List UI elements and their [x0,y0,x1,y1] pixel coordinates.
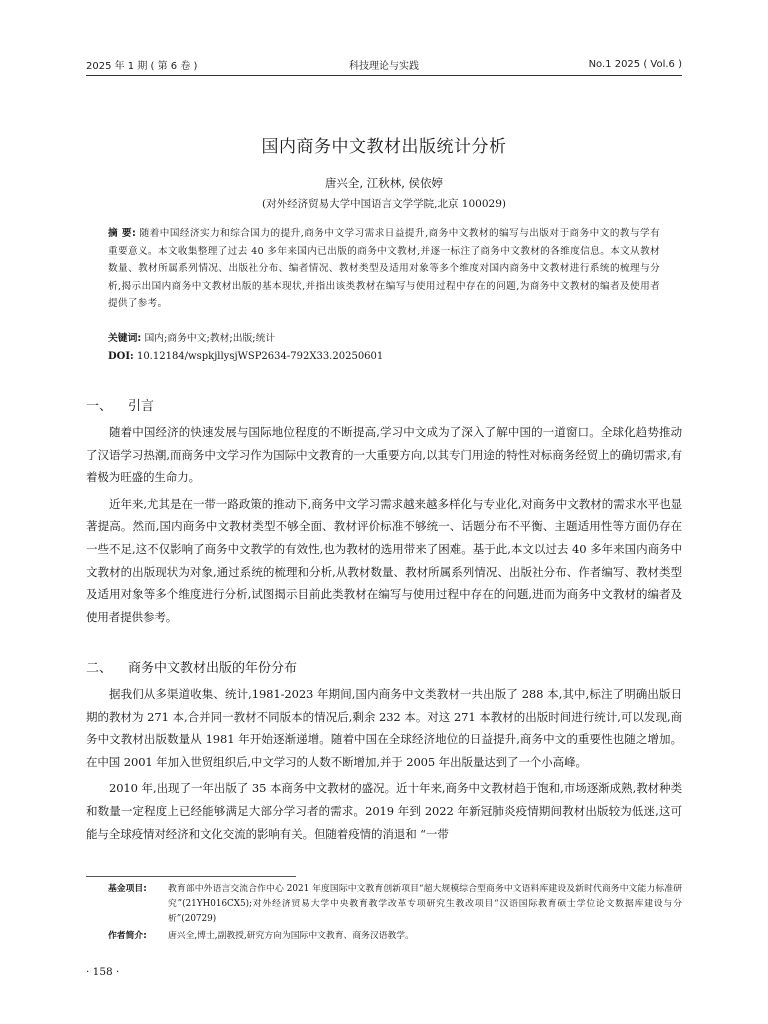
header-journal-name: 科技理论与实践 [349,60,419,72]
section-number: 二、 [86,661,113,676]
running-header [86,56,682,72]
footnote-rule [86,876,296,877]
author-affiliation: (对外经济贸易大学中国语言文学学院,北京 100029) [262,198,506,210]
doi [108,349,660,365]
footnotes [108,882,682,946]
header-volume: No.1 2025 ( Vol.6 ) [588,58,682,70]
author-bio-label: 作者简介: [108,931,147,941]
paragraph: 随着中国经济的快速发展与国际地位程度的不断提高,学习中文成为了深入了解中国的一道窗口。全球化趋势推动了汉语学习热潮,而商务中文学习作为国际中文教育的一大重要方向,以其专门用途的特性对标商务经贸上的确切需求,有着极为旺盛的生命力。 [86,425,682,485]
funding-label: 基金项目: [108,884,147,894]
paragraph: 2010 年,出现了一年出版了 35 本商务中文教材的盛况。近十年来,商务中文教材趋于饱和,市场逐渐成熟,教材种类和数量一定程度上已经能够满足大部分学习者的需求。2019 年到 2022 年新冠肺炎疫情期间教材出版较为低迷,这可能与全球疫情对经济和文化交流的影响有关。但随着疫情的消退和 “一带 [86,781,682,841]
section-heading [86,659,682,679]
paper-authors: 唐兴全, 江秋林, 侯依婷 [324,176,444,190]
abstract-text: 随着中国经济实力和综合国力的提升,商务中文学习需求日益提升,商务中文教材的编写与出版对于商务中文的教与学有重要意义。本文收集整理了过去 40 多年来国内已出版的商务中文教材,并逐一标注了商务中文教材的各维度信息。本文从教材数量、教材所属系列情况、出版社分布、编者情况、教材类型及适用对象等多个维度对国内商务中文教材进行系统的梳理与分析,揭示出国内商务中文教材出版的基本现状,并指出该类教材在编写与使用过程中存在的问题,为商务中文教材的编者及使用者提供了参考。 [108,228,660,310]
paragraph: 近年来,尤其是在一带一路政策的推动下,商务中文学习需求越来越多样化与专业化,对商务中文教材的需求水平也显著提高。然而,国内商务中文教材类型不够全面、教材评价标准不够统一、话题分布不平衡、主题适用性等方面仍存在一些不足,这不仅影响了商务中文教学的有效性,也为教材的选用带来了困难。基于此,本文以过去 40 多年来国内商务中文教材的出版现状为对象,通过系统的梳理和分析,从教材数量、教材所属系列情况、出版社分布、作者编写、教材类型及适用对象等多个维度进行分析,试图揭示目前此类教材在编写与使用过程中存在的问题,进而为商务中文教材的编者及使用者提供参考。 [86,496,682,624]
section-title: 商务中文教材出版的年份分布 [128,661,298,676]
section-heading [86,397,682,417]
keywords-text: 国内;商务中文;教材;出版;统计 [144,333,276,344]
header-issue: 2025 年 1 期 ( 第 6 卷 ) [86,60,198,72]
doi-label: DOI: [108,351,134,362]
page-number: · 158 · [86,966,120,978]
paragraph: 据我们从多渠道收集、统计,1981-2023 年期间,国内商务中文类教材一共出版了 288 本,其中,标注了明确出版日期的教材为 271 本,合并同一教材不同版本的情况后,剩余 232 本。对这 271 本教材的出版时间进行统计,可以发现,商务中文教材出版数量从 1981 年开始逐渐递增。随着中国在全球经济地位的日益提升,商务中文的重要性也随之增加。在中国 2001 年加入世贸组织后,中文学习的人数不断增加,并于 2005 年出版量达到了一个小高峰。 [86,687,682,769]
abstract [108,225,660,313]
doi-text: 10.12184/wspkjllysjWSP2634-792X33.20250601 [136,351,384,362]
abstract-label: 摘 要: [108,228,137,239]
section-title: 引言 [128,399,155,414]
section-number: 一、 [86,399,113,414]
section-introduction [86,397,682,628]
author-bio-note [108,929,682,944]
funding-note [108,882,682,927]
paper-title: 国内商务中文教材出版统计分析 [261,137,507,157]
section-year-distribution [86,659,682,845]
keywords-label: 关键词: [108,333,142,344]
header-rule [86,75,682,76]
author-bio-text: 唐兴全,博士,副教授,研究方向为国际中文教育、商务汉语教学。 [168,931,414,941]
funding-text: 教育部中外语言交流合作中心 2021 年度国际中文教育创新项目“超大规模综合型商务中文语料库建设及新时代商务中文能力标准研究”(21YH016CX5);对外经济贸易大学中央教育教学改革专项研究生教改项目“汉语国际教育硕士学位论文数据库建设与分析”(20729) [168,884,682,924]
keywords [108,331,660,347]
